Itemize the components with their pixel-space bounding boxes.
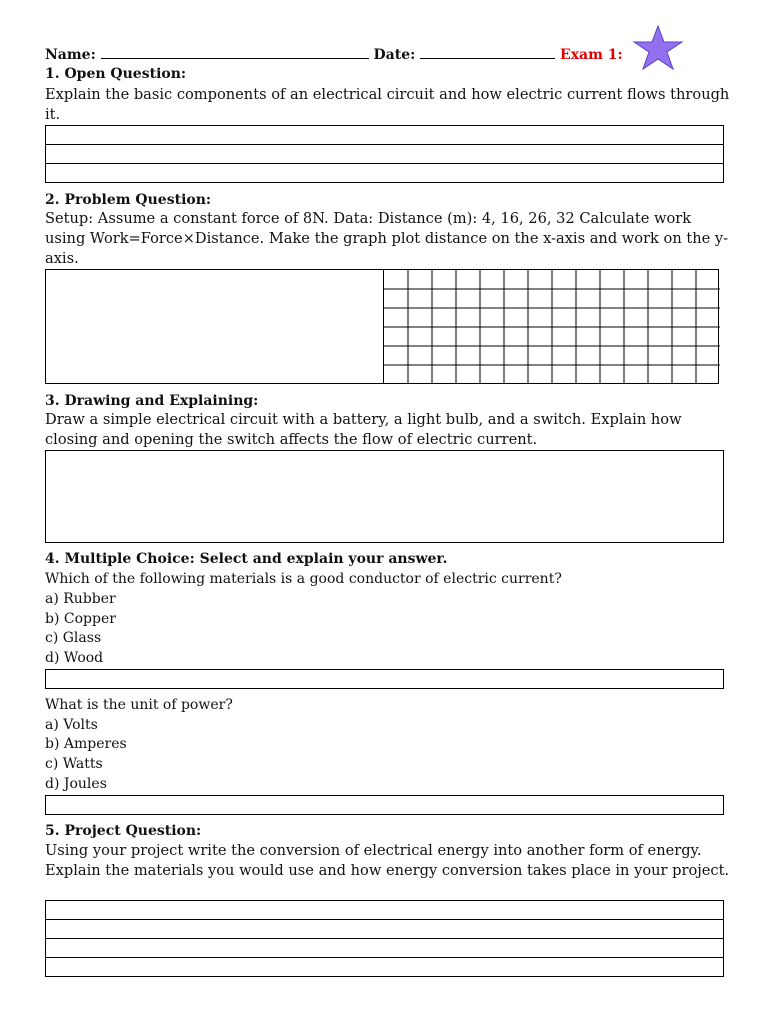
q2-text: Setup: Assume a constant force of 8N. Data: Distance (m): 4, 16, 26, 32 Calculate work using Work=Force×Distance. Make the graph plot distance on the x-axis and work on the y-axis.	[45, 210, 729, 267]
option-c: c) Glass	[45, 630, 102, 646]
q4-part1-question: Which of the following materials is a good conductor of electric current?	[45, 571, 562, 587]
q2-answer-area[interactable]	[45, 269, 719, 384]
q3-text: Draw a simple electrical circuit with a battery, a light bulb, and a switch. Explain how closing and opening the switch affects the flow of electric current.	[45, 411, 682, 448]
name-label: Name:	[45, 47, 96, 63]
option-b: b) Copper	[45, 611, 116, 627]
header-line	[45, 46, 623, 66]
q1-text: Explain the basic components of an electrical circuit and how electric current flows through it.	[45, 86, 730, 123]
option-b: b) Amperes	[45, 736, 127, 752]
option-a: a) Volts	[45, 717, 98, 733]
exam-label: Exam 1:	[560, 47, 623, 63]
q5-title: 5. Project Question:	[45, 823, 202, 839]
answer-line	[46, 938, 723, 939]
q1-title: 1. Open Question:	[45, 66, 187, 82]
graph-grid	[383, 270, 720, 383]
answer-line	[46, 144, 723, 145]
q4-part2-question: What is the unit of power?	[45, 697, 233, 713]
q4-part1-answer-line[interactable]	[45, 669, 724, 689]
q5-answer-lines[interactable]	[45, 900, 724, 977]
answer-line	[46, 163, 723, 164]
q4-title: 4. Multiple Choice: Select and explain your answer.	[45, 551, 448, 567]
option-d: d) Wood	[45, 650, 104, 666]
option-d: d) Joules	[45, 776, 107, 792]
q4-part2-answer-line[interactable]	[45, 795, 724, 815]
answer-line	[46, 919, 723, 920]
date-field[interactable]	[420, 46, 555, 59]
q3-title: 3. Drawing and Explaining:	[45, 393, 259, 409]
q1-answer-lines[interactable]	[45, 125, 724, 183]
q3-drawing-box[interactable]	[45, 450, 724, 543]
star-icon	[630, 24, 686, 72]
option-c: c) Watts	[45, 756, 103, 772]
graph-grid-lines	[384, 270, 720, 383]
answer-line	[46, 957, 723, 958]
name-field[interactable]	[101, 46, 369, 59]
q5-text: Using your project write the conversion of electrical energy into another form of energy. Explain the materials you would use and how energy conversion takes place in your project.	[45, 842, 730, 879]
option-a: a) Rubber	[45, 591, 116, 607]
q2-title: 2. Problem Question:	[45, 192, 212, 208]
date-label: Date:	[373, 47, 416, 63]
